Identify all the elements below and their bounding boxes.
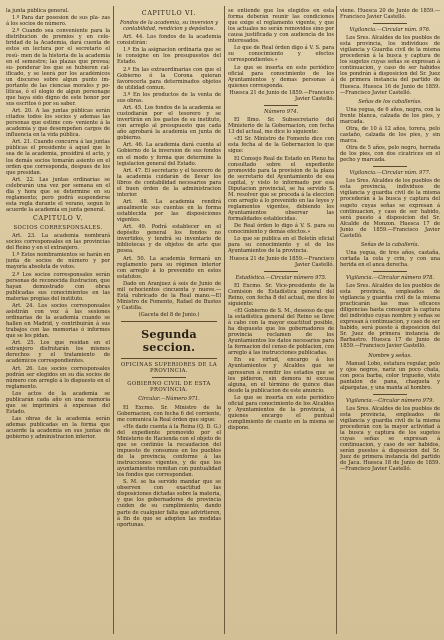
divider xyxy=(264,105,298,106)
signature-line: Huesca 21 de Junio de 1859.—Francisco Javier Castelló. xyxy=(229,89,334,102)
paragraph: Las obras de la academia serán ademas publicadas en la forma que acuerde la academia en sus juntas de gobierno y administracion interior. xyxy=(6,416,110,441)
paragraph: la junta pública general. xyxy=(6,8,69,14)
circular-heading: Número 974. xyxy=(263,108,299,115)
paragraph: Lo que se inserta en este periódico oficial para conocimiento de los Alcaldes y Ayuntamientos de la provincia, á quienes encargo el puntual cumplimiento de cuanto en la misma se dispone. xyxy=(228,394,334,432)
section-heading: SOCIOS CORRESPONSALES. xyxy=(13,225,103,232)
paragraph: El Consejo Real de Estado en Pleno ha consultado sobre el expediente promovido para la provision de la plaza de secretario del Ayuntamiento de esa capital, y visto lo informado por esa Diputacion provincial, se ha servido S. M. resolver que se proceda á la eleccion con arreglo á lo prevenido en las leyes y reglamentos vigentes, debiendo los Ayuntamientos observar las formalidades establecidas. xyxy=(228,155,334,222)
circular-heading: Circular.—Número 971. xyxy=(138,396,200,403)
column-divider xyxy=(113,6,114,634)
divider xyxy=(373,271,407,272)
paragraph: Dado en Aranjuez á seis de Junio de mil ochocientos cincuenta y nueve.— Está rubricado de la Real mano.—El Ministro de Fomento, Rafael de Bustos y Castilla. xyxy=(117,280,221,312)
paragraph: El Excmo. Sr. Ministro de la Gobernacion, con fecha 6 del corriente, me comunica la Real órden que sigue: xyxy=(117,404,221,423)
paragraph: se entiende que los elegidos en esta forma deberán reunir las condiciones que exige el reglamento vigente, y que los actuales no serán removidos sino por causa justificada y con audiencia de los interesados. xyxy=(228,8,334,45)
paragraph: Art. 49. Podrá establecer en el depósito general los fondos no invertidos, y tendrá su inventario de bibliotecas y de objetos de arte que posea. xyxy=(117,224,221,255)
paragraph: Otra de 5 años, pelo negro, herrada de los pies, con dos cicatrices en el pecho y marcada. xyxy=(340,145,440,164)
paragraph: 3.º En los productos de la venta de sus obras. xyxy=(117,91,221,104)
divider xyxy=(373,166,407,167)
paragraph: Art. 25. Los que residan en el extranjero disfrutarán los mismos derechos y el tratamiento de académicos correspondientes. xyxy=(6,340,110,365)
column-2 xyxy=(117,8,221,634)
paragraph: Manuel Lobo, estatura regular, pelo y ojos negros, nariz un poco chata, con poca barba, color trigueño, viste pantalon de pana, chaqueta y alpargatas, y una manta al hombro. xyxy=(340,360,440,391)
paragraph: Los Sres. Alcaldes de los pueblos de esta provincia, empleados de vigilancia y guardia civil de la misma procederán con la mayor actividad á la busca y captura de los sugetos cuyas señas se expresan á continuacion, y caso de ser habidos, serán puestos á disposicion del Sr. Juez de primera instancia del partido de Jaca. Huesca 18 de Junio de 1859.—Francisco Javier Castelló. xyxy=(340,405,440,473)
paragraph: Art. 50. La academia formará un reglamento para su régimen interior con arreglo á lo prevenido en estos estatutos. xyxy=(117,255,221,280)
column-3 xyxy=(228,8,334,634)
divider xyxy=(121,321,217,322)
column-1 xyxy=(6,8,110,634)
paragraph: 1.º En la asignacion ordinaria que se le consigne en los presupuestos del Estado. xyxy=(117,47,221,66)
paragraph: «He dado cuenta á la Reina (Q. D. G.) del expediente promovido por el Ministerio de Hacienda con el objeto de que se continúe la recaudacion del impuesto de consumos en los pueblos de la provincia, conforme á las instrucciones vigentes, y de que los ayuntamientos remitan con puntualidad los fondos que correspondan. xyxy=(117,423,221,479)
paragraph: Otra, de 10 á 12 años, torera, pelo castaño, calzada de los pies, y sin marca. xyxy=(340,125,440,144)
chapter-subheading: Fondos de la academia, su inversion y contabilidad, rendicion y depósitos. xyxy=(119,20,219,33)
paragraph: De Real órden lo digo á V. S. para su conocimiento y demás efectos.» xyxy=(228,223,334,236)
chapter-heading: CAPITULO V. xyxy=(32,215,84,223)
source-note: (Gaceta del 8 de Junio.) xyxy=(138,312,200,319)
paragraph: En su virtud, encargo á los Ayuntamientos y Alcaldes que se apresuren á remitir los estados que se les pidieron, sin demora ni excusa alguna, en el término de quince dias desde la publicacion de este anuncio. xyxy=(228,357,334,394)
paragraph: viene. Huesca 20 de Junio de 1859.—Francisco Javier Castelló. xyxy=(340,8,440,21)
paragraph: «El Sr. Ministro de Fomento dice con esta fecha al de la Gobernacion lo que sigue: xyxy=(228,136,334,155)
paragraph: Lo que se inserta en este periódico oficial para conocimiento de los Ayuntamientos y demas personas á quienes corresponda. xyxy=(228,64,334,89)
paragraph: Art. 21. Cuando concurra á las juntas públicas el presidente á aquel que lo sea de la academia, presidirá el acto, y los demás socios tomarán asiento en el orden que corresponda, despues de los que presidan. xyxy=(6,139,110,176)
section-heading: GOBIERNO CIVIL DE ESTA PROVINCIA. xyxy=(127,381,211,394)
paragraph: Art. 26. Los socios corresponsales podrán ser elegidos en su día socios de número con arreglo á lo dispuesto en el reglamento. xyxy=(6,365,110,390)
signature-line: Huesca 21 de Junio de 1859.—Francisco Javier Castelló. xyxy=(229,255,334,268)
subheading: Nombre y señas. xyxy=(368,352,412,359)
paragraph: 2.º Cuando sea conveniente para la distribucion de premios y en cele- bridad de la Academia, dará cuenta de estos en lectura por el secretario el resú- men de la historia de la academia en el semestre; las plazas que provea; su- ponderar los que se hubieren cal- ificado, y se leerá por los académicos un discurso sobre algun punto im- portante de las ciencias morales y po- líticas, ó el elogio de algun personage que haya sido digno de este honor por sus escritos ó por su saber. xyxy=(6,28,110,107)
paragraph: Art. 46. La academia dará cuenta al Gobierno de la inversion de sus fondos en el modo y forma que determine la legislacion general del Estado. xyxy=(117,142,221,167)
circular-heading: Vigilancia.—Circular núm. 977. xyxy=(349,170,431,177)
divider xyxy=(121,358,217,359)
paragraph: Art. 24. Los socios corresponsales asistirán con voz á las sesiones ordinarias de la academia cuando se hallen en Madrid, y contribuirán á sus trabajos con las memorias ó informes que se les pidan. xyxy=(6,302,110,340)
paragraph: Art. 23. La academia nombrará socios corresponsales en las provincias del Reino y en el extranjero. xyxy=(6,233,110,252)
paragraph: Los Sres. Alcaldes de los pueblos de esta provincia, individuos de vigilancia y guardia civil de la misma procederán á la busca y captura del sugeto cuyas señas se expresan á continuacion, y caso de ser habido, será puesto á disposicion del Sr. Alcalde de Monzon. Huesca 17 de Junio de 1859.—Francisco Javier Castelló. xyxy=(340,178,440,239)
paragraph: 1.º Para dar posesion de sus pla- zas á los socios de número. xyxy=(6,15,110,28)
section-heading: OFICINAS SUPERIORES DE LA PROVINCIA. xyxy=(120,362,218,375)
divider xyxy=(373,23,407,24)
column-4 xyxy=(340,8,440,634)
circular-heading: Estadística.—Circular número 975. xyxy=(235,274,327,281)
column-divider xyxy=(336,6,337,634)
paragraph: 2.º Los socios corresponsales serán personas de reconocida ilustracion, que hayan demostrado con obras publicadas sus conocimientos en las materias propias del instituto. xyxy=(6,271,110,302)
paragraph: Art. 47. El secretario y el tesorero de la academia cuidarán de llevar los libros de contabilidad necesarios para el buen órden de la administracion interior. xyxy=(117,167,221,198)
circular-heading: Vigilancia.—Circular número 978. xyxy=(346,274,434,281)
paragraph: 1.º Estos nombramientos se harán en junta de socios de número y por mayoría absoluta de votos. xyxy=(6,252,110,271)
paragraph: Art. 20. A las juntas públicas serán citados todos los socios y ademas las personas que estime con- veniente á la academia y que desempeñen cargos de influencia en la vida pública. xyxy=(6,108,110,139)
paragraph: Art. 48. La academia rendirá anualmente sus cuentas en la forma establecida por las disposiciones vigentes. xyxy=(117,199,221,224)
paragraph: S. M. se ha servido mandar que se observen con exactitud las disposiciones dictadas sobre la materia, y que los gobernadores de provincia cuiden de su cumplimiento, dando parte de cualquier falta que advirtieren, á fin de que se adopten las medidas oportunas. xyxy=(117,479,221,528)
paragraph: Los actos de la academia se publicarán cada año en una memoria que se imprimirá á expensas del Estado. xyxy=(6,390,110,415)
subheading: Señas de la caballería. xyxy=(360,241,420,248)
paragraph: Los Sres. Alcaldes de los pueblos de esta provincia, empleados de vigilancia y guardia civil de la misma practicarán las mas eficaces diligencias hasta conseguir la captura del individuo cuyas nombre y señas se expresan á continuacion, y caso de ser habido, será puesto á disposicion del Sr. Juez de primera instancia de Barbastro. Huesca 17 de Junio de 1859.—Francisco Javier Castelló. xyxy=(340,283,440,350)
paragraph: «El Gobierno de S. M., deseoso de que la estadística general del Reino se lleve á cabo con la mayor exactitud posible, ha dispuesto que los gobernadores de provincia reclamen de los Ayuntamientos los datos necesarios para la formacion del censo de poblacion, con arreglo á las instrucciones publicadas. xyxy=(228,307,334,357)
paragraph: Lo que de Real órden digo á V. S. para su conocimiento y efectos correspondientes.» xyxy=(228,45,334,64)
paragraph: El Ilmo. Sr. Subsecretario del Ministerio de la Gobernacion, con fecha 13 del actual, me dice lo siguiente: xyxy=(228,117,334,136)
paragraph: Lo que se publica en el Boletín oficial para su conocimiento y el de los Ayuntamientos de la provincia. xyxy=(228,236,334,255)
paragraph: Una yegua, de tres años, castaña, cortada la cola y crin, y con una herida en el anca derecha. xyxy=(340,249,440,268)
section-title: Segunda seccion. xyxy=(141,327,197,355)
divider xyxy=(264,271,298,272)
divider xyxy=(373,394,407,395)
paragraph: Art. 22. Las juntas ordinarias se celebrarán una vez por semana en el dia y hora que se determine en su reglamento; pero podrá suspenderse esta regla durante el verano, segun lo acuerde la academia en junta general. xyxy=(6,176,110,213)
paragraph: El Excmo. Sr. Vice-presidente de la Comision de Estadística general del Reino, con fecha 8 del actual, me dice lo siguiente: xyxy=(228,282,334,307)
chapter-heading: CAPITULO VI. xyxy=(141,10,197,17)
circular-heading: Vigilancia.—Circular número 979. xyxy=(346,397,434,404)
divider xyxy=(152,377,186,378)
paragraph: Una yegua, de 6 años, negra, con la frente blanca, calzada de los pies, y marcada. xyxy=(340,106,440,125)
circular-heading: Vigilancia.—Circular núm. 976. xyxy=(349,27,431,34)
paragraph: Los Sres. Alcaldes de los pueblos de esta provincia, los individuos de vigilancia y Guardia civil de la misma procederán á la busca y captura de los sugetos cuyas señas se expresan á continuacion, y caso de ser habidos los pondrán á disposicion del Sr. Juez de primera instancia del partido de Huesca. Huesca 16 de Junio de 1859.—Francisco Javier Castelló. xyxy=(340,35,440,96)
paragraph: Art. 45. Los fondos de la academia se custodiarán por el tesorero y se invertirán en los gastos de su instituto, con arreglo al presupuesto que cada año aprobará la academia en junta de gobierno. xyxy=(117,105,221,142)
paragraph: Art. 44. Los fondos de la academia consistirán: xyxy=(117,34,221,47)
column-divider xyxy=(224,6,225,634)
subheading: Señas de los caballerías. xyxy=(358,98,422,105)
paragraph: 2.º En las extraordinarias con que el Gobierno ó la Corona quieran favorecerla para determinados objetos de utilidad comun. xyxy=(117,66,221,91)
